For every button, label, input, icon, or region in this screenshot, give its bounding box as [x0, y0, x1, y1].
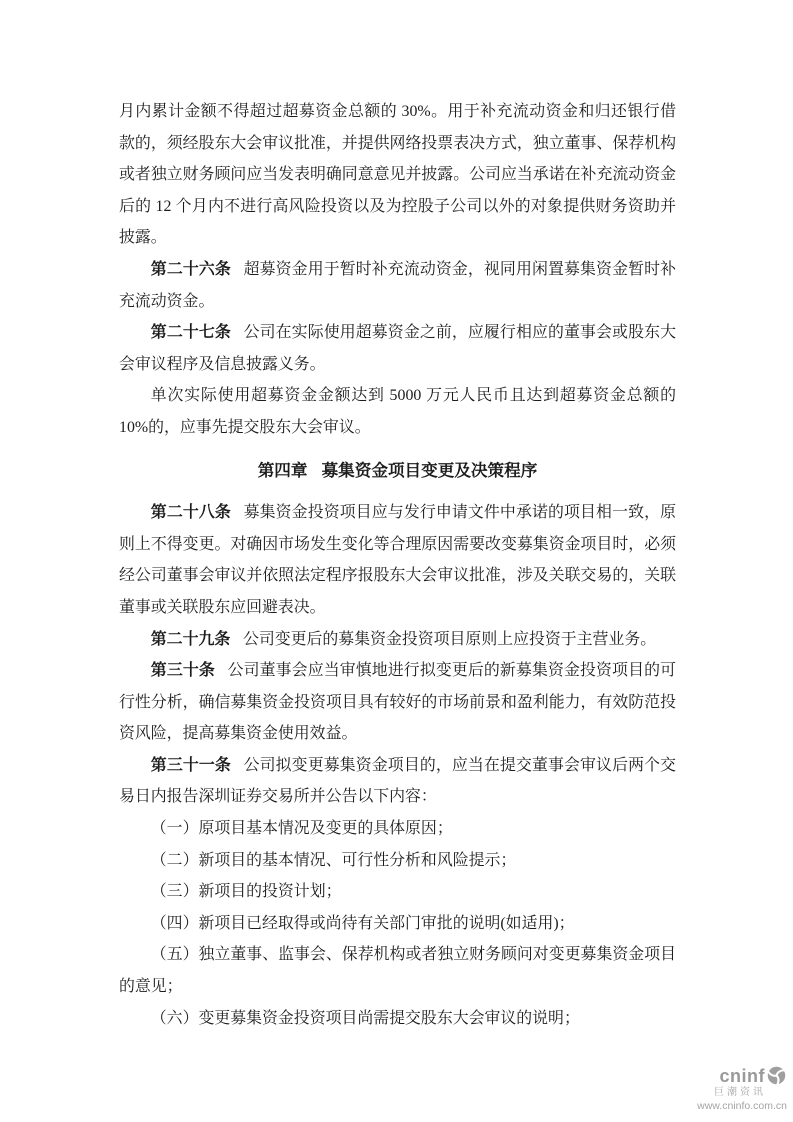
list-item-1: （一）原项目基本情况及变更的具体原因； [150, 820, 453, 838]
chapter-heading [119, 455, 676, 487]
cninfo-swirl-icon [766, 1065, 787, 1086]
article-26-text: 超募资金用于暂时补充流动资金，视同用闲置募集资金暂时补充流动资金。 [119, 260, 677, 310]
article-26-number: 第二十六条 [150, 260, 231, 278]
article-28-text: 募集资金投资项目应与发行申请文件中承诺的项目相一致，原则上不得变更。对确因市场发生变化等合理原因需要改变募集资金项目时，必须经公司董事会审议并依照法定程序报股东大会审议批准，涉及关联交易的，关联董事或关联股东应回避表决。 [119, 504, 677, 616]
article-31-text: 公司拟变更募集资金项目的，应当在提交董事会审议后两个交易日内报告深圳证券交易所并公告以下内容： [119, 756, 677, 806]
article-31 [119, 750, 676, 813]
article-31-number: 第三十一条 [150, 756, 231, 774]
cninfo-brand-row [697, 1065, 787, 1086]
paragraph-continuation: 月内累计金额不得超过超募资金总额的 30%。用于补充流动资金和归还银行借款的，须经股东大会审议批准，并提供网络投票表决方式，独立董事、保荐机构或者独立财务顾问应当发表明确同意意见并披露。公司应当承诺在补充流动资金后的 12 个月内不进行高风险投资以及为控股子公司以外的对象提供财务资助并披露。 [119, 103, 676, 247]
article-26 [119, 254, 676, 317]
list-item-4: （四）新项目已经取得或尚待有关部门审批的说明(如适用)； [150, 914, 575, 932]
article-27-number: 第二十七条 [150, 324, 231, 342]
list-item-5: （五）独立董事、监事会、保荐机构或者独立财务顾问对变更募集资金项目的意见； [119, 946, 676, 996]
article-30-text: 公司董事会应当审慎地进行拟变更后的新募集资金投资项目的可行性分析，确信募集资金投资项目具有较好的市场前景和盈利能力，有效防范投资风险，提高募集资金使用效益。 [119, 662, 677, 743]
article-27 [119, 317, 676, 380]
article-30 [119, 655, 676, 750]
list-item-2: （二）新项目的基本情况、可行性分析和风险提示； [150, 851, 517, 869]
article-29-number: 第二十九条 [150, 630, 231, 648]
paragraph-over-raised-funds: 单次实际使用超募资金金额达到 5000 万元人民币且达到超募资金总额的10%的，应事先提交股东大会审议。 [119, 387, 676, 436]
cninfo-website: www.cninfo.com.cn [697, 1099, 787, 1112]
chapter-number: 第四章 [257, 460, 308, 480]
article-29 [119, 624, 676, 656]
article-29-text: 公司变更后的募集资金投资项目原则上应投资于主营业务。 [242, 630, 657, 648]
article-27-text: 公司在实际使用超募资金之前，应履行相应的董事会或股东大会审议程序及信息披露义务。 [119, 324, 677, 373]
article-28 [119, 497, 676, 623]
chapter-title: 募集资金项目变更及决策程序 [321, 460, 538, 480]
list-item-6: （六）变更募集资金投资项目尚需提交股东大会审议的说明； [150, 1009, 580, 1027]
document-body [119, 96, 676, 1034]
list-item-3: （三）新项目的投资计划； [150, 883, 342, 901]
article-30-number: 第三十条 [150, 662, 215, 680]
cninfo-logo [697, 1065, 787, 1113]
cninfo-chinese-name: 巨潮资讯 [714, 1087, 766, 1099]
article-28-number: 第二十八条 [150, 504, 231, 522]
cninfo-brand-text: cninf [719, 1065, 765, 1086]
